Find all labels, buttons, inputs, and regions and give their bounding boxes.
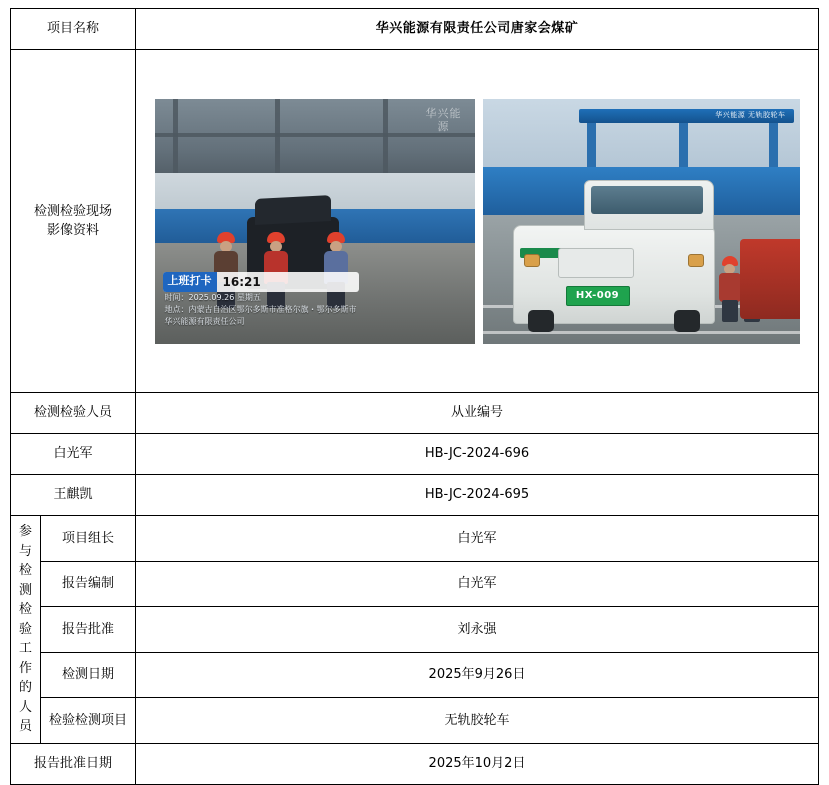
- overhead-gantry: [579, 109, 794, 123]
- photo-meta-location: 地点：内蒙古自治区鄂尔多斯市准格尔旗・鄂尔多斯市: [164, 304, 357, 314]
- photo-meta-time: 时间：2025.09.26 星期五: [164, 292, 261, 302]
- attendance-stamp: [163, 272, 359, 292]
- table-row: [11, 607, 819, 653]
- inspector-code-2: HB-JC-2024-695: [136, 475, 819, 516]
- table-row: [11, 9, 819, 50]
- group-item-value: 刘永强: [136, 607, 819, 653]
- media-label-line1: 检测检验现场: [33, 203, 112, 219]
- inspector-label: 检测检验人员: [11, 393, 136, 434]
- photo-watermark: 华兴能源: [425, 106, 462, 134]
- table-row: [11, 743, 819, 784]
- license-plate: HX-009: [566, 286, 630, 306]
- photo-metadata: [165, 292, 405, 328]
- table-row: [11, 50, 819, 393]
- vehicle-wheel: [674, 310, 700, 332]
- site-photo-left: [155, 99, 475, 344]
- table-row: [11, 475, 819, 516]
- table-row: [11, 434, 819, 475]
- group-item-label: 报告批准: [41, 607, 136, 653]
- group-item-label: 检测日期: [41, 652, 136, 698]
- vehicle-lamp: [524, 254, 540, 267]
- trackless-rubber-tyred-vehicle: [513, 225, 715, 324]
- attendance-tag: 上班打卡: [163, 272, 217, 292]
- site-photo-right: [483, 99, 800, 344]
- inspector-name-1: 白光军: [11, 434, 136, 475]
- participants-label-text: 参 与 检 测 检 验 工 作 的 人 员: [18, 524, 32, 734]
- vehicle-window: [591, 186, 703, 214]
- group-item-label: 项目组长: [41, 516, 136, 562]
- table-row: [11, 393, 819, 434]
- media-cell: [136, 50, 819, 393]
- table-row: [11, 561, 819, 607]
- inspector-name-2: 王麒凯: [11, 475, 136, 516]
- worker-figure: [719, 256, 741, 322]
- approve-date-value: 2025年10月2日: [136, 743, 819, 784]
- group-item-label: 检验检测项目: [41, 698, 136, 744]
- approve-date-label: 报告批准日期: [11, 743, 136, 784]
- vehicle-wheel: [528, 310, 554, 332]
- group-item-value: 2025年9月26日: [136, 652, 819, 698]
- inspection-record-table: [10, 8, 819, 785]
- inspector-code-1: HB-JC-2024-696: [136, 434, 819, 475]
- vehicle-lamp: [688, 254, 704, 267]
- vehicle-cab: [584, 180, 714, 230]
- red-truck: [740, 239, 800, 319]
- project-name-label: 项目名称: [11, 9, 136, 50]
- table-row: [11, 698, 819, 744]
- table-row: [11, 652, 819, 698]
- group-item-label: 报告编制: [41, 561, 136, 607]
- media-label-line2: 影像资料: [46, 223, 99, 238]
- group-item-value: 无轨胶轮车: [136, 698, 819, 744]
- vehicle-rear-panel: [558, 248, 634, 278]
- attendance-time: 16:21: [222, 274, 261, 289]
- group-item-value: 白光军: [136, 561, 819, 607]
- photo-meta-company: 华兴能源有限责任公司: [164, 316, 245, 326]
- group-item-value: 白光军: [136, 516, 819, 562]
- table-row: [11, 516, 819, 562]
- license-header: 从业编号: [136, 393, 819, 434]
- participants-vertical-label: [11, 516, 41, 744]
- project-name-value: 华兴能源有限责任公司唐家会煤矿: [136, 9, 819, 50]
- gantry-label: 华兴能源 无轨胶轮车: [715, 110, 786, 119]
- photo-group: [140, 99, 814, 344]
- media-label: [11, 50, 136, 393]
